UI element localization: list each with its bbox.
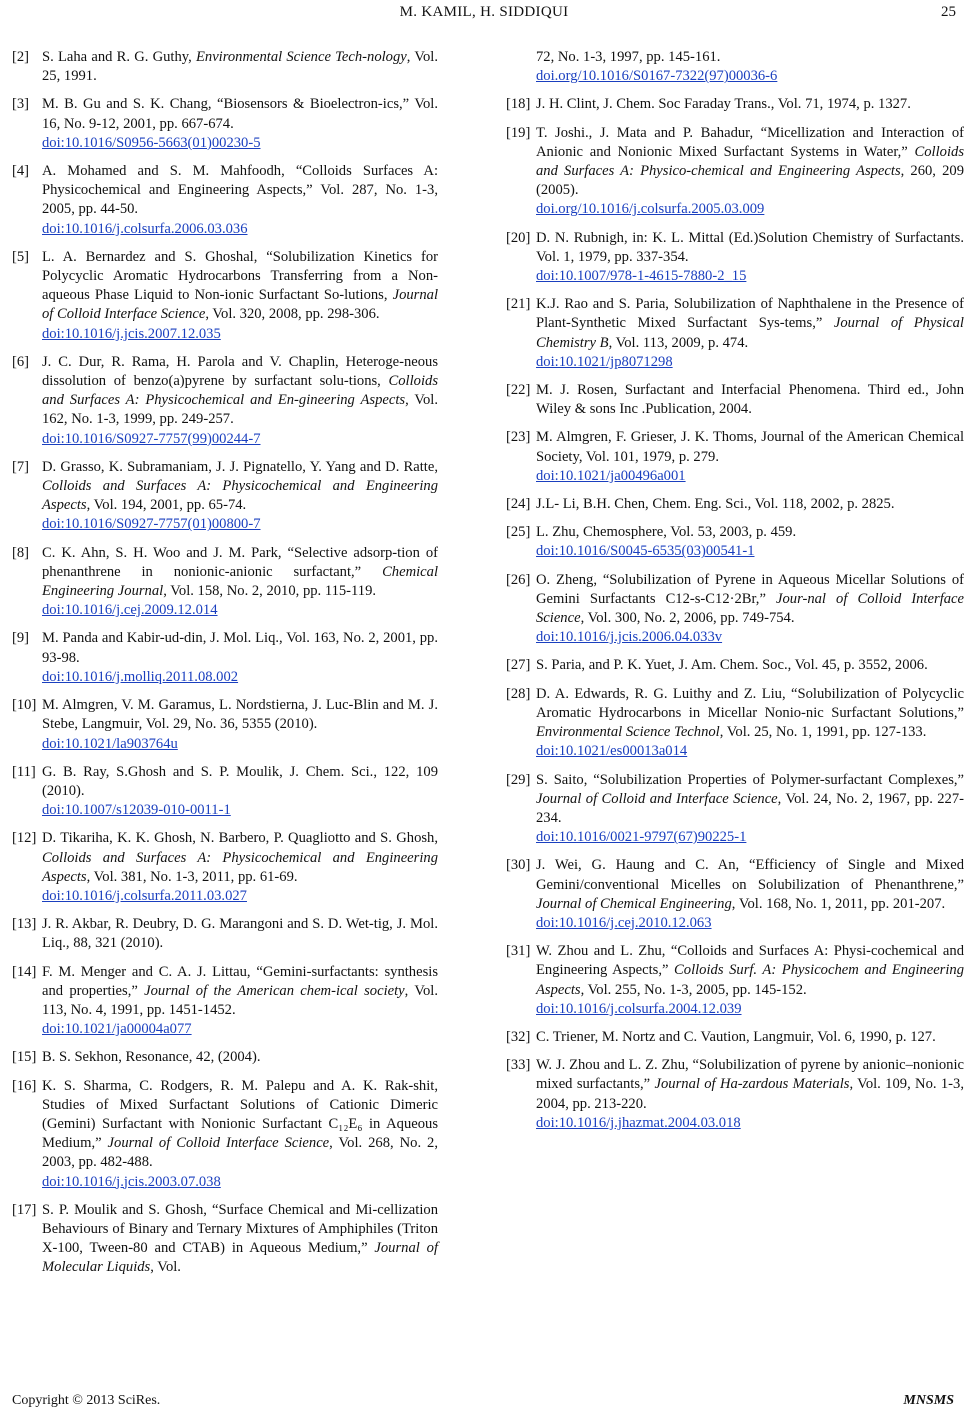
- reference-text: T. Joshi., J. Mata and P. Bahadur, “Micellization and Interaction of Anionic and Nonionic Mixed Surfactant Systems in Water,”: [536, 124, 964, 160]
- doi-link[interactable]: doi:10.1007/s12039-010-0011-1: [42, 802, 231, 819]
- doi-link[interactable]: doi:10.1021/la903764u: [42, 735, 178, 752]
- reference-text: S. Saito, “Solubilization Properties of Polymer-surfactant Complexes,”: [536, 771, 964, 788]
- reference-number: [11]: [12, 763, 36, 780]
- reference-item: [506, 124, 964, 220]
- running-head: M. KAMIL, H. SIDDIQUI: [399, 4, 569, 20]
- reference-item: [506, 1056, 964, 1133]
- doi-link[interactable]: doi:10.1016/S0956-5663(01)00230-5: [42, 134, 261, 151]
- reference-text: S. Paria, and P. K. Yuet, J. Am. Chem. Soc., Vol. 45, p. 3552, 2006.: [536, 657, 928, 674]
- reference-text: D. N. Rubnigh, in: K. L. Mittal (Ed.)Solution Chemistry of Surfactants. Vol. 1, 1979, pp. 337-354.: [536, 229, 964, 265]
- reference-venue: Colloids and Surfaces A: Physicochemical and Engineering Aspects: [42, 849, 438, 885]
- reference-venue: Journal of Ha-zardous Materials: [654, 1076, 850, 1093]
- reference-item: [12, 48, 438, 86]
- doi-link[interactable]: doi:10.1016/S0927-7757(01)00800-7: [42, 516, 261, 533]
- reference-text: A. Mohamed and S. M. Mahfoodh, “Colloids Surfaces A: Physicochemical and Engineering Aspects,” Vol. 287, No. 1-3, 2005, pp. 44-50.: [42, 163, 438, 218]
- reference-details: , Vol. 25, No. 1, 1991, pp. 127-133.: [719, 724, 927, 741]
- reference-venue: Chemical Engineering Journal: [42, 563, 438, 600]
- reference-item: [12, 1201, 438, 1278]
- reference-details: , Vol. 24, No. 2, 1967, pp. 227-234.: [536, 790, 964, 826]
- reference-text: M. B. Gu and S. K. Chang, “Biosensors & Bioelectron-ics,” Vol. 16, No. 9-12, 2001, pp. 667-674.: [42, 96, 438, 132]
- reference-column-left: [12, 48, 438, 1287]
- doi-link[interactable]: doi:10.1016/S0045-6535(03)00541-1: [536, 543, 755, 560]
- reference-item: [506, 523, 964, 561]
- reference-number: [3]: [12, 96, 30, 113]
- doi-link[interactable]: doi:10.1016/0021-9797(67)90225-1: [536, 829, 747, 846]
- reference-venue: Colloids and Surfaces A: Physicochemical and Engineering Aspects: [42, 478, 438, 514]
- reference-number: [17]: [12, 1201, 37, 1218]
- reference-item: [506, 95, 964, 114]
- reference-venue: Journal of Colloid Interface Science: [42, 287, 438, 323]
- reference-item: [12, 696, 438, 754]
- reference-item: [12, 544, 438, 621]
- reference-venue: Colloids and Surfaces A: Physico-chemical and Engineering Aspects: [536, 143, 964, 180]
- reference-venue: Environmental Science Technol: [536, 724, 720, 741]
- page-number: 25: [941, 4, 956, 20]
- reference-number: [30]: [506, 857, 531, 874]
- reference-text: K.J. Rao and S. Paria, Solubilization of Naphthalene in the Presence of Plant-Synthetic Mixed Surfactant Sys-tems,”: [536, 296, 964, 332]
- reference-text: F. M. Menger and C. A. J. Littau, “Gemini-surfactants: synthesis and properties,”: [42, 963, 438, 999]
- reference-number: [10]: [12, 697, 37, 714]
- doi-link[interactable]: doi:10.1007/978-1-4615-7880-2_15: [536, 268, 747, 285]
- doi-link[interactable]: doi:10.1016/j.jcis.2003.07.038: [42, 1173, 221, 1190]
- reference-number: [25]: [506, 524, 531, 541]
- reference-item: [506, 229, 964, 287]
- reference-text: G. B. Ray, S.Ghosh and S. P. Moulik, J. Chem. Sci., 122, 109 (2010).: [42, 763, 438, 799]
- doi-link[interactable]: doi:10.1016/j.colsurfa.2011.03.027: [42, 887, 247, 904]
- reference-item: [12, 829, 438, 906]
- reference-item: [12, 95, 438, 153]
- reference-details: , Vol. 158, No. 2, 2010, pp. 115-119.: [163, 583, 377, 600]
- reference-venue: Journal of Chemical Engineering: [536, 895, 732, 912]
- reference-item: [12, 915, 438, 953]
- reference-venue: Colloids and Surfaces A: Physicochemical and En-gineering Aspects: [42, 373, 438, 409]
- reference-text: M. Almgren, F. Grieser, J. K. Thoms, Journal of the American Chemical Society, Vol. 101, 1979, p. 279.: [536, 429, 964, 465]
- reference-text: J. R. Akbar, R. Deubry, D. G. Marangoni and S. D. Wet-tig, J. Mol. Liq., 88, 321 (2010).: [42, 916, 438, 952]
- reference-text: W. Zhou and L. Zhu, “Colloids and Surfaces A: Physi-cochemical and Engineering Aspects,”: [536, 943, 964, 979]
- reference-item: [506, 856, 964, 933]
- reference-details: , Vol. 113, 2009, p. 474.: [608, 334, 749, 351]
- reference-number: [4]: [12, 163, 30, 180]
- reference-number: [33]: [506, 1057, 531, 1074]
- reference-details: , Vol. 381, No. 1-3, 2011, pp. 61-69.: [86, 868, 298, 885]
- reference-item: [12, 963, 438, 1040]
- reference-text: K. S. Sharma, C. Rodgers, R. M. Palepu and A. K. Rak-shit, Studies of Mixed Surfactant Solutions of Cationic Dimeric (Gemini) Surfactant with Nonionic Surfactant C₁₂E₆ in Aqueous Medium,”: [42, 1077, 438, 1152]
- reference-venue: Jour-nal of Colloid Interface Science: [536, 590, 964, 627]
- reference-text: O. Zheng, “Solubilization of Pyrene in Aqueous Micellar Solutions of Gemini Surfactants C12-s-C12·2Br,”: [536, 571, 964, 607]
- reference-item: [506, 295, 964, 372]
- reference-number: [28]: [506, 685, 531, 702]
- reference-text: D. Tikariha, K. K. Ghosh, N. Barbero, P. Quagliotto and S. Ghosh,: [42, 830, 438, 847]
- reference-item: [506, 942, 964, 1019]
- reference-details: , Vol. 194, 2001, pp. 65-74.: [86, 497, 247, 514]
- reference-text: W. J. Zhou and L. Z. Zhu, “Solubilization of pyrene by anionic–nonionic mixed surfactants,”: [536, 1057, 964, 1093]
- reference-text: L. Zhu, Chemosphere, Vol. 53, 2003, p. 459.: [536, 524, 797, 541]
- reference-text: 72, No. 1-3, 1997, pp. 145-161.: [536, 49, 721, 65]
- reference-number: [9]: [12, 630, 30, 647]
- reference-details: , Vol. 162, No. 1-3, 1999, pp. 249-257.: [42, 392, 438, 428]
- reference-text: J. H. Clint, J. Chem. Soc Faraday Trans., Vol. 71, 1974, p. 1327.: [536, 96, 911, 113]
- reference-details: , Vol. 320, 2008, pp. 298-306.: [205, 306, 380, 323]
- reference-text: J. Wei, G. Haung and C. An, “Efficiency of Single and Mixed Gemini/conventional Micelles on Solubilization of Phenanthrene,”: [536, 857, 964, 893]
- doi-link[interactable]: doi:10.1016/j.jcis.2006.04.033v: [536, 629, 723, 646]
- reference-text: C. Triener, M. Nortz and C. Vaution, Langmuir, Vol. 6, 1990, p. 127.: [536, 1028, 936, 1045]
- reference-item: [506, 771, 964, 848]
- reference-number: [24]: [506, 496, 531, 513]
- reference-number: [8]: [12, 544, 30, 561]
- reference-item: [12, 763, 438, 821]
- reference-number: [26]: [506, 571, 531, 588]
- reference-column-right: [506, 48, 964, 1142]
- reference-venue: Environmental Science Tech-nology: [195, 49, 407, 65]
- doi-link[interactable]: doi:10.1016/j.colsurfa.2004.12.039: [536, 1000, 742, 1017]
- doi-link[interactable]: doi:10.1016/j.jcis.2007.12.035: [42, 325, 221, 342]
- reference-number: [18]: [506, 96, 531, 113]
- doi-link[interactable]: doi:10.1016/j.cej.2010.12.063: [536, 914, 712, 931]
- reference-venue: Journal of Colloid Interface Science: [107, 1135, 330, 1152]
- reference-number: [7]: [12, 458, 30, 475]
- reference-venue: Journal of the American chem-ical society: [144, 982, 405, 999]
- reference-text: S. Laha and R. G. Guthy,: [42, 49, 196, 65]
- reference-venue: Journal of Physical Chemistry B: [536, 315, 964, 351]
- reference-item: [506, 685, 964, 762]
- doi-link[interactable]: doi:10.1016/S0927-7757(99)00244-7: [42, 430, 261, 447]
- reference-text: M. Panda and Kabir-ud-din, J. Mol. Liq., Vol. 163, No. 2, 2001, pp. 93-98.: [42, 630, 438, 666]
- reference-item: [12, 162, 438, 239]
- doi-link[interactable]: doi:10.1021/jp8071298: [536, 353, 673, 370]
- reference-item: [506, 495, 964, 514]
- reference-text: D. Grasso, K. Subramaniam, J. J. Pignatello, Y. Yang and D. Ratte,: [42, 458, 438, 475]
- reference-item: [506, 1028, 964, 1047]
- reference-number: [19]: [506, 124, 531, 141]
- reference-details: , 260, 209 (2005).: [536, 163, 964, 199]
- reference-text: D. A. Edwards, R. G. Luithy and Z. Liu, “Solubilization of Polycyclic Aromatic Hydrocarbons in Micellar Nonio-nic Surfactant Solutions,”: [536, 685, 964, 721]
- reference-number: [15]: [12, 1049, 37, 1066]
- doi-link[interactable]: doi:10.1021/ja00004a077: [42, 1021, 192, 1038]
- reference-item: [506, 428, 964, 486]
- reference-details: , Vol. 109, No. 1-3, 2004, pp. 213-220.: [536, 1076, 964, 1112]
- reference-number: [21]: [506, 296, 531, 313]
- reference-item: [506, 48, 964, 86]
- reference-details: , Vol.: [150, 1259, 181, 1276]
- reference-number: [6]: [12, 353, 30, 370]
- reference-text: J. C. Dur, R. Rama, H. Parola and V. Chaplin, Heteroge-neous dissolution of benzo(a)pyrene by surfactant solu-tions,: [42, 353, 438, 390]
- reference-venue: Journal of Colloid and Interface Science: [536, 790, 778, 807]
- reference-number: [23]: [506, 429, 531, 446]
- reference-number: [2]: [12, 49, 30, 65]
- journal-abbreviation: MNSMS: [903, 1393, 954, 1408]
- reference-text: M. Almgren, V. M. Garamus, L. Nordstierna, J. Luc-Blin and M. J. Stebe, Langmuir, Vol. 29, No. 36, 5355 (2010).: [42, 697, 438, 733]
- reference-text: B. S. Sekhon, Resonance, 42, (2004).: [42, 1049, 261, 1066]
- copyright-notice: Copyright © 2013 SciRes.: [12, 1393, 161, 1408]
- reference-details: , Vol. 255, No. 1-3, 2005, pp. 145-152.: [580, 981, 807, 998]
- reference-number: [14]: [12, 963, 37, 980]
- reference-number: [5]: [12, 248, 30, 265]
- reference-details: , Vol. 300, No. 2, 2006, pp. 749-754.: [580, 610, 795, 627]
- reference-details: , Vol. 168, No. 1, 2011, pp. 201-207.: [731, 895, 946, 912]
- reference-item: [506, 656, 964, 675]
- reference-details: , Vol. 268, No. 2, 2003, pp. 482-488.: [42, 1135, 438, 1171]
- reference-text: L. A. Bernardez and S. Ghoshal, “Solubilization Kinetics for Polycyclic Aromatic Hydrocarbons Transferring from a Non-aqueous Phase Liquid to Non-ionic Surfactant So-lutions,: [42, 248, 438, 304]
- doi-link[interactable]: doi:10.1021/es00013a014: [536, 743, 688, 760]
- doi-link[interactable]: doi:10.1016/j.colsurfa.2006.03.036: [42, 220, 248, 237]
- reference-item: [12, 1077, 438, 1192]
- reference-details: , Vol. 113, No. 4, 1991, pp. 1451-1452.: [42, 982, 438, 1018]
- reference-item: [12, 248, 438, 344]
- reference-item: [506, 571, 964, 648]
- reference-text: C. K. Ahn, S. H. Woo and J. M. Park, “Selective adsorp-tion of phenanthrene in nonionic-anionic surfactant,”: [42, 544, 438, 580]
- reference-item: [506, 381, 964, 419]
- reference-number: [31]: [506, 943, 531, 960]
- reference-number: [13]: [12, 916, 37, 933]
- reference-details: , Vol. 25, 1991.: [42, 49, 438, 85]
- reference-item: [12, 353, 438, 449]
- reference-number: [32]: [506, 1028, 531, 1045]
- doi-link[interactable]: doi.org/10.1016/S0167-7322(97)00036-6: [536, 68, 778, 85]
- reference-item: [12, 1048, 438, 1067]
- reference-number: [29]: [506, 771, 531, 788]
- doi-link[interactable]: doi.org/10.1016/j.colsurfa.2005.03.009: [536, 201, 765, 218]
- reference-number: [27]: [506, 657, 531, 674]
- reference-number: [12]: [12, 830, 37, 847]
- reference-item: [12, 629, 438, 687]
- reference-item: [12, 458, 438, 535]
- doi-link[interactable]: doi:10.1016/j.jhazmat.2004.03.018: [536, 1114, 741, 1131]
- reference-number: [20]: [506, 229, 531, 246]
- doi-link[interactable]: doi:10.1016/j.molliq.2011.08.002: [42, 668, 239, 685]
- doi-link[interactable]: doi:10.1016/j.cej.2009.12.014: [42, 602, 218, 619]
- reference-venue: Colloids Surf. A: Physicochem and Engineering Aspects: [536, 962, 964, 998]
- doi-link[interactable]: doi:10.1021/ja00496a001: [536, 467, 686, 484]
- reference-venue: Journal of Molecular Liquids: [42, 1240, 438, 1276]
- reference-text: J.L- Li, B.H. Chen, Chem. Eng. Sci., Vol. 118, 2002, p. 2825.: [536, 496, 895, 513]
- reference-number: [16]: [12, 1077, 37, 1094]
- reference-number: [22]: [506, 382, 531, 399]
- reference-text: M. J. Rosen, Surfactant and Interfacial Phenomena. Third ed., John Wiley & sons Inc .Publication, 2004.: [536, 382, 964, 418]
- reference-text: S. P. Moulik and S. Ghosh, “Surface Chemical and Mi-cellization Behaviours of Binary and Ternary Mixtures of Amphiphiles (Triton X-100, Tween-80 and CTAB) in Aqueous Medium,”: [42, 1201, 438, 1257]
